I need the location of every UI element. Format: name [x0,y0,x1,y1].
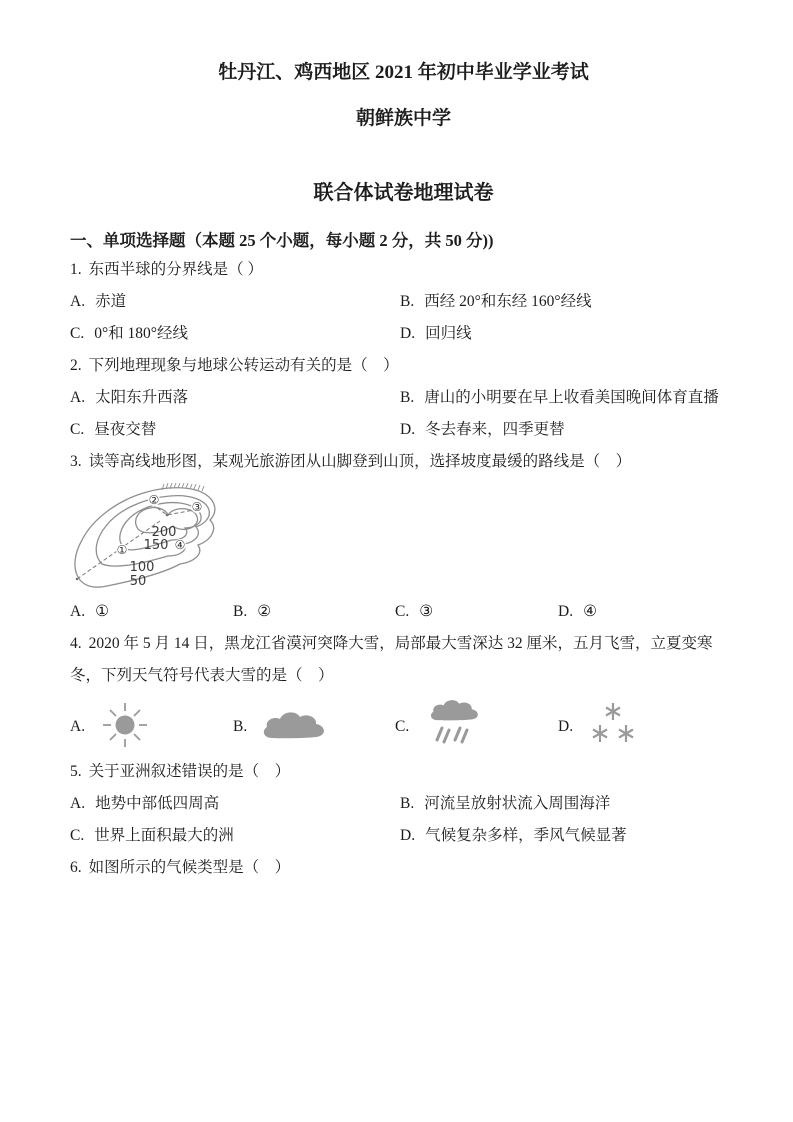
option-a [70,697,233,756]
option-text: 世界上面积最大的洲 [94,827,234,844]
option-label: D. [400,827,416,844]
option-text: ③ [419,603,434,620]
question-1-options-row-1 [70,286,737,318]
cloud-icon [260,707,334,746]
option-label: B. [400,795,415,812]
option-text: 回归线 [425,325,472,342]
option-label: A. [70,293,86,310]
elevation-label-50: 50 [129,574,147,589]
option-label: A. [70,389,86,406]
route-marker-3: ③ [191,500,203,514]
summit-dot [166,514,169,517]
option-label: D. [400,325,416,342]
option-label: D. [400,421,416,438]
sun-icon [98,697,152,756]
question-3 [70,446,737,478]
option-label: B. [400,293,415,310]
option-label: B. [233,717,248,735]
option-b [400,382,737,414]
paper-title: 联合体试卷地理试卷 [313,182,494,204]
route-marker-2: ② [148,493,160,507]
option-text: 赤道 [95,293,127,310]
question-text: 关于亚洲叙述错误的是（ ） [88,763,291,780]
question-4-weather-options-row [70,696,737,754]
option-c [395,596,558,628]
option-a [70,286,400,318]
question-3-options-row [70,596,737,628]
option-label: B. [400,389,415,406]
option-b [400,788,737,820]
section-heading: 一、单项选择题（本题 25 个小题，每小题 2 分，共 50 分)) [70,231,494,250]
option-d [400,318,737,350]
option-label: D. [558,603,574,620]
school-name: 朝鲜族中学 [355,108,451,129]
option-text: ② [257,603,272,620]
question-4 [70,628,738,692]
option-label: D. [558,717,574,735]
option-a [70,382,400,414]
page-title: 牡丹江、鸡西地区 2021 年初中毕业学业考试 [218,62,589,83]
option-c [395,696,558,757]
elevation-label-100: 100 [129,560,155,575]
question-text: 东西半球的分界线是（ ） [88,261,264,278]
option-d [558,596,737,628]
option-text: 昼夜交替 [94,421,157,438]
option-d [558,699,737,754]
question-number: 6. [70,859,82,876]
question-2-options-row-1 [70,382,737,414]
option-text: 气候复杂多样，季风气候显著 [425,827,627,844]
question-1-options-row-2 [70,318,737,350]
option-c [70,318,400,350]
elevation-label-200: 200 [151,525,177,540]
option-text: 西经 20°和东经 160°经线 [424,293,592,310]
option-d [400,414,737,446]
question-2 [70,350,737,382]
option-text: 0°和 180°经线 [94,325,188,342]
option-b [233,596,395,628]
question-1 [70,254,737,286]
option-d [400,820,737,852]
question-text: 2020 年 5 月 14 日，黑龙江省漠河突降大雪，局部最大雪深达 32 厘米，五月飞雪，立夏变寒冬，下列天气符号代表大雪的是（ ） [70,635,713,684]
option-label: C. [395,717,410,735]
question-6 [70,852,737,884]
option-text: 唐山的小明要在早上收看美国晚间体育直播 [424,389,719,406]
question-number: 3. [70,453,82,470]
option-label: C. [70,421,85,438]
route-start-dot [76,578,79,581]
option-label: C. [70,827,85,844]
option-c [70,820,400,852]
option-text: ① [95,603,109,620]
option-text: 地势中部低四周高 [95,795,220,812]
option-a [70,788,400,820]
route-marker-4: ④ [174,538,186,552]
option-text: ④ [583,603,597,620]
contour-map-svg [72,482,222,594]
question-5-options-row-1 [70,788,737,820]
option-label: C. [395,603,410,620]
option-c [70,414,400,446]
elevation-label-150: 150 [143,538,169,553]
question-5-options-row-2 [70,820,737,852]
contour-map-figure [72,482,737,594]
question-5 [70,756,737,788]
question-number: 2. [70,357,82,374]
option-label: A. [70,717,86,735]
elevation-labels [130,525,177,589]
option-b [233,707,395,746]
route-marker-1: ① [116,543,128,557]
heavy-snow-icon [586,699,642,754]
question-text: 如图所示的气候类型是（ ） [88,859,291,876]
option-b [400,286,737,318]
option-label: C. [70,325,85,342]
option-a [70,596,233,628]
option-text: 冬去春来，四季更替 [425,421,565,438]
option-label: A. [70,603,86,620]
question-number: 1. [70,261,82,278]
cliff-hatch-marks [162,483,204,491]
question-text: 读等高线地形图，某观光旅游团从山脚登到山顶，选择坡度最缓的路线是（ ） [88,453,632,470]
rain-icon [422,696,482,757]
question-text: 下列地理现象与地球公转运动有关的是（ ） [88,357,399,374]
option-text: 太阳东升西落 [95,389,189,406]
question-number: 4. [70,635,82,652]
question-2-options-row-2 [70,414,737,446]
option-text: 河流呈放射状流入周围海洋 [424,795,611,812]
question-number: 5. [70,763,82,780]
option-label: B. [233,603,248,620]
option-label: A. [70,795,86,812]
